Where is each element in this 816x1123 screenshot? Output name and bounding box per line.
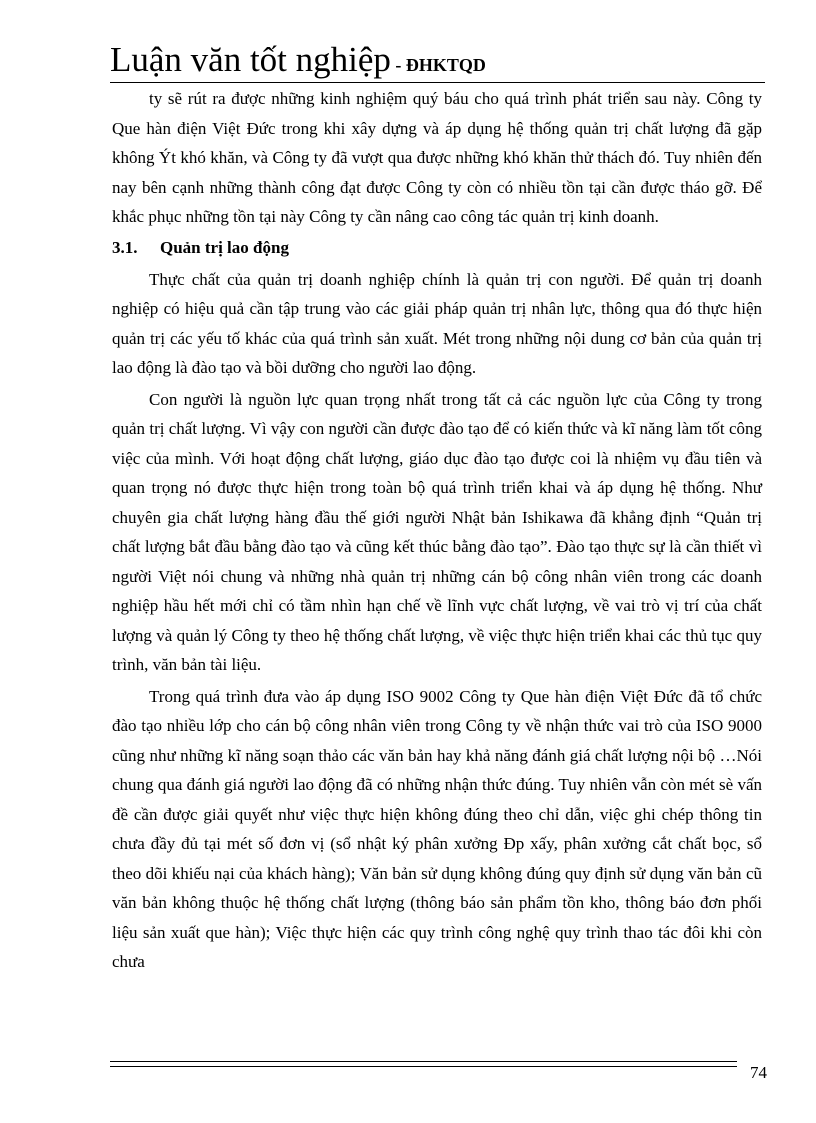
page-header <box>110 38 765 83</box>
header-title-line <box>110 38 486 87</box>
paragraph-1: Thực chất của quản trị doanh nghiệp chính là quản trị con người. Để quản trị doanh nghiệp có hiệu quả cần tập trung vào các giải pháp quản trị nhân lực, thông qua đó thực hiện quản trị các yếu tố khác của quá trình sản xuất. Mét trong những nội dung cơ bản của quản trị lao động là đào tạo và bồi dưỡng cho người lao động. <box>112 269 762 377</box>
paragraph-3: Trong quá trình đưa vào áp dụng ISO 9002 Công ty Que hàn điện Việt Đức đã tổ chức đào tạo nhiều lớp cho cán bộ công nhân viên trong Công ty về nhận thức vai trò của ISO 9000 cũng như những kĩ năng soạn thảo các văn bản hay khả năng đánh giá chất lượng nội bộ …Nói chung qua đánh giá người lao động đã có những nhận thức đúng. Tuy nhiên vẫn còn mét sè vấn đề cần được giải quyết như việc thực hiện không đúng theo chỉ dẫn, việc ghi chép thông tin chưa đầy đủ tại mét số đơn vị (sổ nhật ký phân xưởng Đp xấy, phân xưởng cắt chất bọc, sổ theo dõi khiếu nại của khách hàng); Văn bản sử dụng không đúng quy định sử dụng văn bản cũ văn bản không thuộc hệ thống chất lượng (thông báo sản phẩm tồn kho, thông báo đơn phối liệu sản xuất que hàn); Việc thực hiện các quy trình công nghệ quy trình thao tác đôi khi còn chưa <box>112 686 762 971</box>
header-subtitle: ĐHKTQD <box>405 55 486 75</box>
section-title: Quản trị lao động <box>160 237 289 257</box>
header-separator: - <box>390 55 406 75</box>
page-content <box>112 84 762 977</box>
page-number: 74 <box>750 1063 767 1082</box>
section-number: 3.1. <box>112 237 138 257</box>
footer-divider <box>110 1061 737 1067</box>
paragraph-intro: ty sẽ rút ra được những kinh nghiệm quý báu cho quá trình phát triển sau này. Công ty Que hàn điện Việt Đức trong khi xây dựng và áp dụng hệ thống quản trị chất lượng đã gặp không Ýt khó khăn, và Công ty đã vượt qua được những khó khăn thử thách đó. Tuy nhiên đến nay bên cạnh những thành công đạt được Công ty còn có nhiều tồn tại cần được tháo gỡ. Để khắc phục những tồn tại này Công ty cần nâng cao công tác quản trị kinh doanh. <box>112 89 762 226</box>
section-heading <box>112 231 762 265</box>
header-title: Luận văn tốt nghiệp <box>110 40 391 79</box>
paragraph-2: Con người là nguồn lực quan trọng nhất trong tất cả các nguồn lực của Công ty trong quản trị chất lượng. Vì vậy con người cần được đào tạo để có kiến thức và kĩ năng làm tốt công việc của mình. Với hoạt động chất lượng, giáo dục đào tạo được coi là nhiệm vụ đầu tiên và quan trọng nó được thực hiện trong toàn bộ quá trình triển khai và áp dụng hệ thống. Như chuyên gia chất lượng hàng đầu thế giới người Nhật bản Ishikawa đã khẳng định “Quản trị chất lượng bắt đầu bằng đào tạo và cũng kết thúc bằng đào tạo”. Đào tạo thực sự là cần thiết vì người Việt nói chung và những nhà quản trị những cán bộ công nhân viên trong các doanh nghiệp hầu hết mới chỉ có tầm nhìn hạn chế về lĩnh vực chất lượng, về vai trò vị trí của chất lượng và quản lý Công ty theo hệ thống chất lượng, về việc thực hiện triển khai các thủ tục quy trình, văn bản tài liệu. <box>112 389 762 674</box>
